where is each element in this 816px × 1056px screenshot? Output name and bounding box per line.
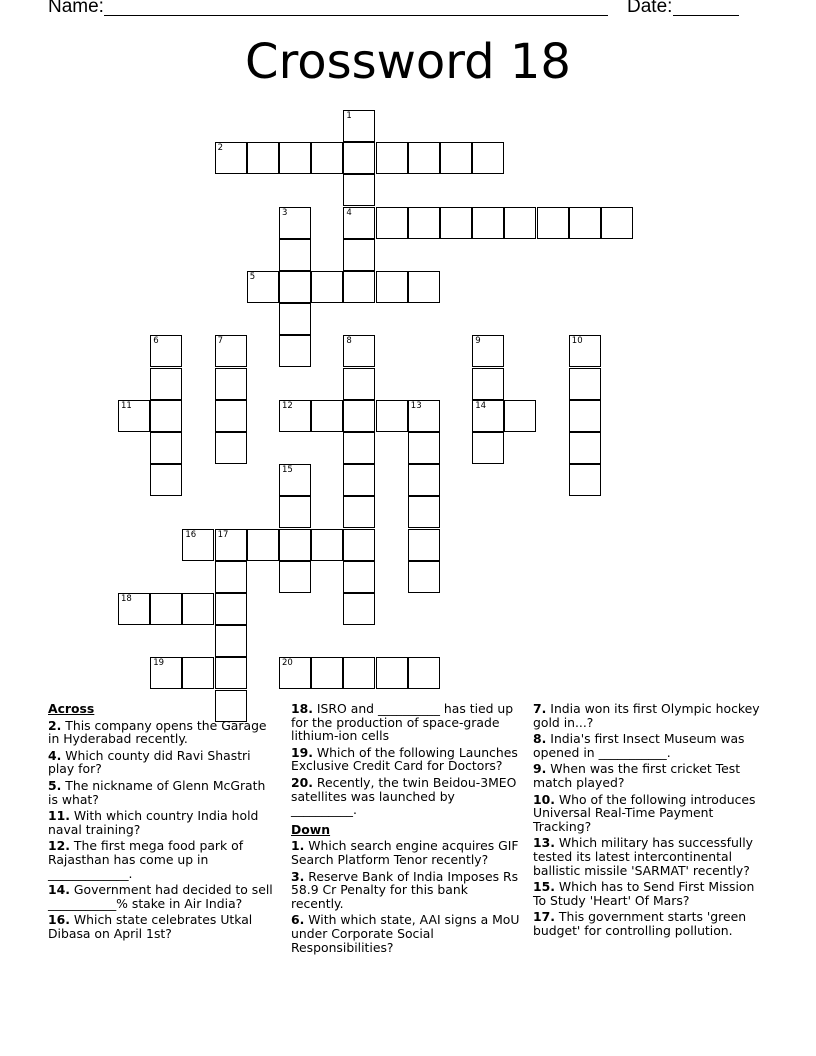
grid-cell[interactable] <box>247 271 279 303</box>
grid-cell[interactable] <box>215 529 247 561</box>
grid-cell[interactable] <box>408 142 440 174</box>
down-heading: Down <box>291 821 331 837</box>
grid-cell[interactable] <box>472 207 504 239</box>
grid-cell[interactable] <box>279 303 311 335</box>
clue-number: 16 <box>185 529 197 540</box>
across-heading: Across <box>48 701 95 716</box>
grid-cell[interactable] <box>504 400 536 432</box>
name-label: Name: <box>48 0 104 17</box>
clue-number: 2 <box>217 143 224 154</box>
grid-cell[interactable] <box>343 464 375 496</box>
clue-number: 13 <box>410 400 422 411</box>
grid-cell[interactable] <box>376 207 408 239</box>
grid-cell[interactable] <box>215 625 247 657</box>
grid-cell[interactable] <box>569 432 601 464</box>
clue-number: 10 <box>571 336 583 347</box>
grid-cell[interactable] <box>343 142 375 174</box>
grid-cell[interactable] <box>343 432 375 464</box>
grid-cell[interactable] <box>215 368 247 400</box>
grid-cell[interactable] <box>215 432 247 464</box>
grid-cell[interactable] <box>150 657 182 689</box>
grid-cell[interactable] <box>472 335 504 367</box>
clue-number: 9 <box>475 336 481 347</box>
grid-cell[interactable] <box>472 142 504 174</box>
clue-across-16: 16. Which state celebrates Utkal Dibasa on April 1st? <box>48 912 253 941</box>
grid-cell[interactable] <box>569 400 601 432</box>
grid-cell[interactable] <box>440 207 472 239</box>
clue-across-5: 5. The nickname of Glenn McGrath is what? <box>48 777 266 807</box>
clue-number: 4 <box>346 207 352 218</box>
clue-down-8: 8. India's first Insect Museum was opened in ___________. <box>533 731 745 760</box>
grid-cell[interactable] <box>376 271 408 303</box>
grid-cell[interactable] <box>343 335 375 367</box>
grid-cell[interactable] <box>343 207 375 239</box>
clue-number: 20 <box>282 658 293 669</box>
clue-down-7: 7. India won its first Olympic hockey gold in...? <box>533 701 760 730</box>
grid-cell[interactable] <box>343 110 375 142</box>
date-label: Date: <box>627 0 673 17</box>
clue-number: 7 <box>217 336 224 347</box>
grid-cell[interactable] <box>408 207 440 239</box>
clue-column-1 <box>48 702 273 944</box>
grid-cell[interactable] <box>279 271 311 303</box>
grid-cell[interactable] <box>150 368 182 400</box>
grid-cell[interactable] <box>601 207 633 239</box>
grid-cell[interactable] <box>408 400 440 432</box>
grid-cell[interactable] <box>150 400 182 432</box>
clue-number: 3 <box>282 207 288 218</box>
grid-cell[interactable] <box>279 561 311 593</box>
grid-cell[interactable] <box>408 432 440 464</box>
clue-across-2: 2. This company opens the Garage in Hyderabad recently. <box>48 717 267 747</box>
grid-cell[interactable] <box>343 657 375 689</box>
grid-cell[interactable] <box>504 207 536 239</box>
clue-across-12: 12. The first mega food park of Rajasthan has come up in _____________. <box>48 838 244 881</box>
grid-cell[interactable] <box>279 496 311 528</box>
clue-across-19: 19. Which of the following Launches Exclusive Credit Card for Doctors? <box>291 744 518 774</box>
clue-number: 11 <box>121 400 132 411</box>
clue-number: 15 <box>282 465 293 476</box>
grid-cell[interactable] <box>279 142 311 174</box>
clue-down-13: 13. Which military has successfully tested its latest intercontinental ballistic missile 'SARMAT' recently? <box>533 835 754 878</box>
grid-cell[interactable] <box>376 400 408 432</box>
grid-cell[interactable] <box>247 142 279 174</box>
grid-cell[interactable] <box>279 239 311 271</box>
grid-cell[interactable] <box>215 142 247 174</box>
grid-cell[interactable] <box>440 142 472 174</box>
grid-cell[interactable] <box>569 335 601 367</box>
clue-number: 14 <box>475 400 487 411</box>
grid-cell[interactable] <box>279 335 311 367</box>
grid-cell[interactable] <box>150 464 182 496</box>
clue-column-2 <box>291 702 523 957</box>
grid-cell[interactable] <box>182 529 214 561</box>
clue-across-20: 20. Recently, the twin Beidou-3MEO satellites was launched by __________. <box>291 774 517 818</box>
clue-down-15: 15. Which has to Send First Mission To Study 'Heart' Of Mars? <box>533 879 755 908</box>
grid-cell[interactable] <box>279 464 311 496</box>
grid-cell[interactable] <box>343 400 375 432</box>
clue-across-4: 4. Which county did Ravi Shastri play for? <box>48 747 251 777</box>
grid-cell[interactable] <box>182 593 214 625</box>
clue-number: 18 <box>121 594 132 604</box>
clue-number: 6 <box>153 336 159 347</box>
grid-cell[interactable] <box>279 657 311 689</box>
grid-cell[interactable] <box>408 561 440 593</box>
grid-cell[interactable] <box>215 561 247 593</box>
grid-cell[interactable] <box>472 432 504 464</box>
grid-cell[interactable] <box>376 657 408 689</box>
grid-cell[interactable] <box>279 529 311 561</box>
grid-cell[interactable] <box>247 529 279 561</box>
grid-cell[interactable] <box>408 529 440 561</box>
grid-cell[interactable] <box>343 561 375 593</box>
clue-down-9: 9. When was the first cricket Test match played? <box>533 761 741 790</box>
grid-cell[interactable] <box>279 207 311 239</box>
grid-cell[interactable] <box>279 400 311 432</box>
grid-cell[interactable] <box>311 271 343 303</box>
grid-cell[interactable] <box>150 335 182 367</box>
grid-cell[interactable] <box>311 400 343 432</box>
clue-number: 5 <box>249 272 256 282</box>
clue-down-3: 3. Reserve Bank of India Imposes Rs 58.9 Cr Penalty for this bank recently. <box>291 868 519 911</box>
grid-cell[interactable] <box>182 657 214 689</box>
grid-cell[interactable] <box>343 529 375 561</box>
clue-number: 17 <box>217 529 229 540</box>
grid-cell[interactable] <box>343 368 375 400</box>
grid-cell[interactable] <box>408 657 440 689</box>
clue-across-18: 18. ISRO and __________ has tied up for the production of space-grade lithium-ion cells <box>291 701 514 744</box>
grid-cell[interactable] <box>343 593 375 625</box>
grid-cell[interactable] <box>376 142 408 174</box>
clue-down-10: 10. Who of the following introduces Universal Real-Time Payment Tracking? <box>533 791 756 834</box>
grid-cell[interactable] <box>343 496 375 528</box>
grid-cell[interactable] <box>569 464 601 496</box>
grid-cell[interactable] <box>118 400 150 432</box>
clue-number: 1 <box>346 111 352 121</box>
grid-cell[interactable] <box>569 207 601 239</box>
grid-cell[interactable] <box>472 400 504 432</box>
grid-cell[interactable] <box>311 142 343 174</box>
name-field[interactable] <box>104 15 608 16</box>
grid-cell[interactable] <box>569 368 601 400</box>
grid-cell[interactable] <box>343 174 375 206</box>
clue-down-6: 6. With which state, AAI signs a MoU under Corporate Social Responsibilities? <box>291 912 520 955</box>
grid-cell[interactable] <box>118 593 150 625</box>
grid-cell[interactable] <box>408 464 440 496</box>
grid-cell[interactable] <box>215 400 247 432</box>
clue-number: 12 <box>282 400 293 411</box>
clue-across-11: 11. With which country India hold naval training? <box>48 808 259 837</box>
clue-across-14: 14. Government had decided to sell ___________% stake in Air India? <box>48 882 273 911</box>
clue-down-17: 17. This government starts 'green budget' for controlling pollution. <box>533 909 747 938</box>
grid-cell[interactable] <box>150 593 182 625</box>
grid-cell[interactable] <box>537 207 569 239</box>
grid-cell[interactable] <box>311 657 343 689</box>
clue-number: 8 <box>346 336 352 347</box>
grid-cell[interactable] <box>215 657 247 689</box>
clue-number: 19 <box>153 658 165 669</box>
grid-cell[interactable] <box>215 593 247 625</box>
grid-cell[interactable] <box>215 335 247 367</box>
date-field[interactable] <box>673 15 739 16</box>
grid-cell[interactable] <box>408 271 440 303</box>
grid-cell[interactable] <box>311 529 343 561</box>
grid-cell[interactable] <box>343 271 375 303</box>
page-title: Crossword 18 <box>245 34 571 90</box>
clue-down-1: 1. Which search engine acquires GIF Search Platform Tenor recently? <box>291 838 519 867</box>
grid-cell[interactable] <box>472 368 504 400</box>
grid-cell[interactable] <box>408 496 440 528</box>
grid-cell[interactable] <box>343 239 375 271</box>
grid-cell[interactable] <box>150 432 182 464</box>
clue-column-3 <box>533 702 769 941</box>
